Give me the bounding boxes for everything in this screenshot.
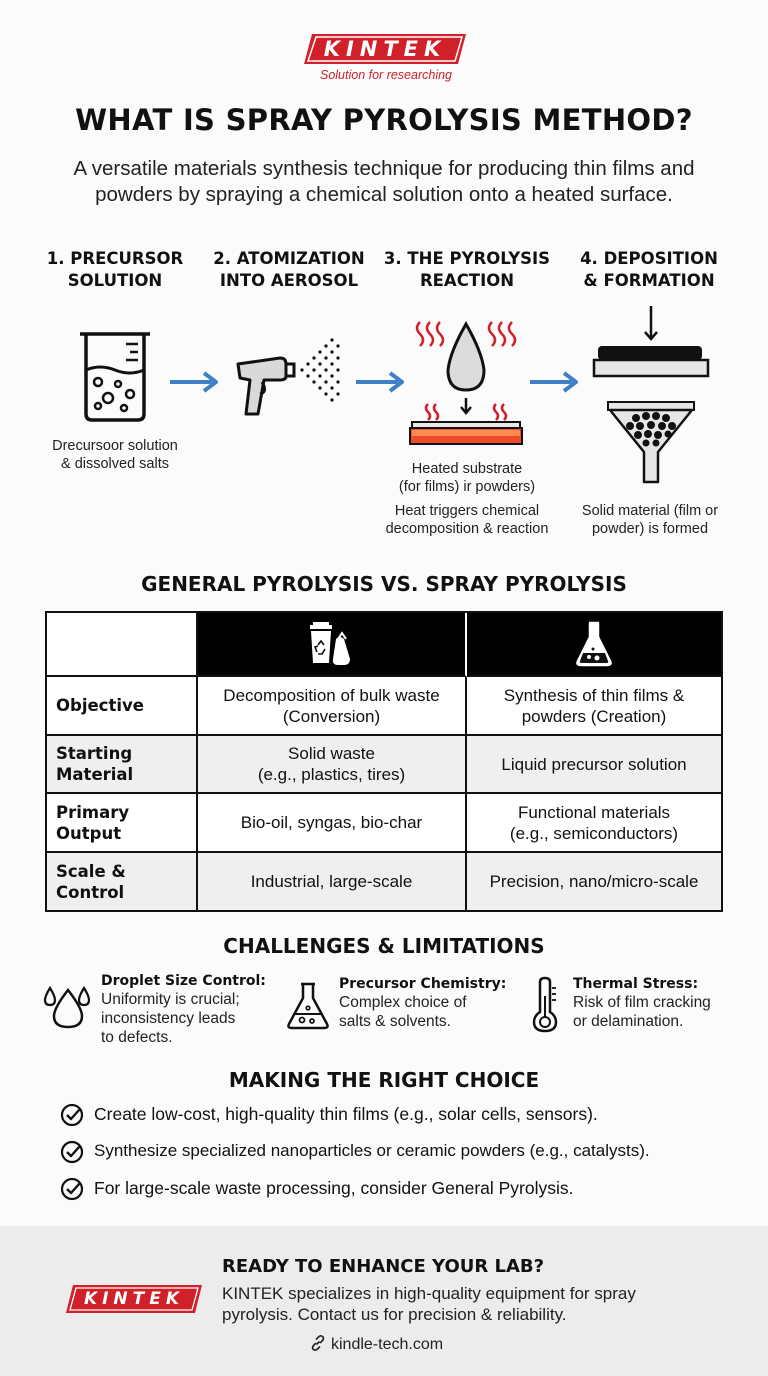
- row-label-primary-output: Primary Output: [47, 794, 198, 853]
- list-item: For large-scale waste processing, consider General Pyrolysis.: [60, 1175, 740, 1203]
- comparison-title: GENERAL PYROLYSIS VS. SPRAY PYROLYSIS: [141, 572, 627, 596]
- check-circle-icon: [60, 1103, 84, 1127]
- step-1-caption: Drecursoor solution & dissolved salts: [52, 438, 178, 472]
- footer-text: KINTEK specializes in high-quality equipment for spray pyrolysis. Contact us for precision & reliability.: [222, 1284, 636, 1324]
- table-cell: Industrial, large-scale: [198, 853, 467, 910]
- arrow-right-icon: [168, 370, 222, 394]
- table-cell: Synthesis of thin films & powders (Creation): [467, 677, 721, 736]
- row-label-objective: Objective: [47, 677, 198, 736]
- challenge-droplet: Droplet Size Control: Uniformity is crucial; inconsistency leads to defects.: [101, 973, 266, 1046]
- table-corner-cell: [47, 613, 198, 677]
- droplets-icon: [42, 984, 94, 1030]
- step-4-caption: Solid material (film or powder) is formed: [581, 503, 719, 537]
- recycle-bin-icon: [304, 619, 360, 669]
- table-cell: Decomposition of bulk waste (Conversion): [198, 677, 467, 736]
- arrow-right-icon: [528, 370, 582, 394]
- step-1-title: 1. PRECURSOR SOLUTION: [46, 249, 184, 290]
- website-link[interactable]: kindle-tech.com: [310, 1335, 443, 1354]
- table-cell: Functional materials (e.g., semiconductors): [467, 794, 721, 853]
- column-header-spray: [467, 613, 721, 677]
- list-item: Synthesize specialized nanoparticles or ceramic powders (e.g., catalysts).: [60, 1138, 740, 1166]
- step-2-title: 2. ATOMIZATION INTO AEROSOL: [213, 249, 365, 290]
- check-circle-icon: [60, 1140, 84, 1164]
- deposition-icon: [590, 302, 712, 494]
- footer-logo: [66, 1285, 202, 1313]
- column-header-general: [198, 613, 467, 677]
- step-1: [25, 248, 205, 292]
- row-label-scale-control: Scale & Control: [47, 853, 198, 910]
- logo-name: KINTEK: [83, 1289, 185, 1309]
- table-cell: Liquid precursor solution: [467, 736, 721, 794]
- comparison-table: [45, 611, 723, 912]
- spray-gun-icon: [232, 330, 344, 422]
- step-3: [377, 248, 557, 292]
- step-2: [199, 248, 379, 292]
- arrow-right-icon: [354, 370, 408, 394]
- choice-title: MAKING THE RIGHT CHOICE: [228, 1068, 540, 1092]
- challenge-thermal: Thermal Stress: Risk of film cracking or delamination.: [573, 976, 711, 1030]
- flask-icon: [284, 980, 332, 1032]
- step-4-title: 4. DEPOSITION & FORMATION: [580, 249, 718, 290]
- table-cell: Solid waste (e.g., plastics, tires): [198, 736, 467, 794]
- challenge-precursor: Precursor Chemistry: Complex choice of salts & solvents.: [339, 976, 507, 1030]
- link-icon: [310, 1335, 326, 1351]
- step-4: [559, 248, 739, 292]
- footer-title: READY TO ENHANCE YOUR LAB?: [222, 1256, 545, 1277]
- challenges-title: CHALLENGES & LIMITATIONS: [223, 934, 545, 958]
- heated-droplet-icon: [406, 318, 526, 448]
- logo-name: KINTEK: [323, 37, 447, 61]
- flask-icon: [574, 619, 614, 669]
- page-title: WHAT IS SPRAY PYROLYSIS METHOD?: [75, 103, 693, 137]
- check-circle-icon: [60, 1177, 84, 1201]
- table-cell: Bio-oil, syngas, bio-char: [198, 794, 467, 853]
- table-cell: Precision, nano/micro-scale: [467, 853, 721, 910]
- page-subtitle: A versatile materials synthesis technique for producing thin films and powders by spraying a chemical solution onto a heated surface.: [73, 157, 695, 206]
- beaker-icon: [70, 330, 160, 422]
- thermometer-icon: [530, 976, 560, 1034]
- logo-tagline: Solution for researching: [319, 68, 453, 82]
- step-3-caption: Heated substrate (for films) ir powders) Heat triggers chemical decomposition & reaction: [385, 461, 549, 537]
- row-label-starting-material: Starting Material: [47, 736, 198, 794]
- step-3-title: 3. THE PYROLYSIS REACTION: [383, 249, 551, 290]
- brand-logo: [0, 30, 768, 86]
- list-item: Create low-cost, high-quality thin films (e.g., solar cells, sensors).: [60, 1101, 740, 1129]
